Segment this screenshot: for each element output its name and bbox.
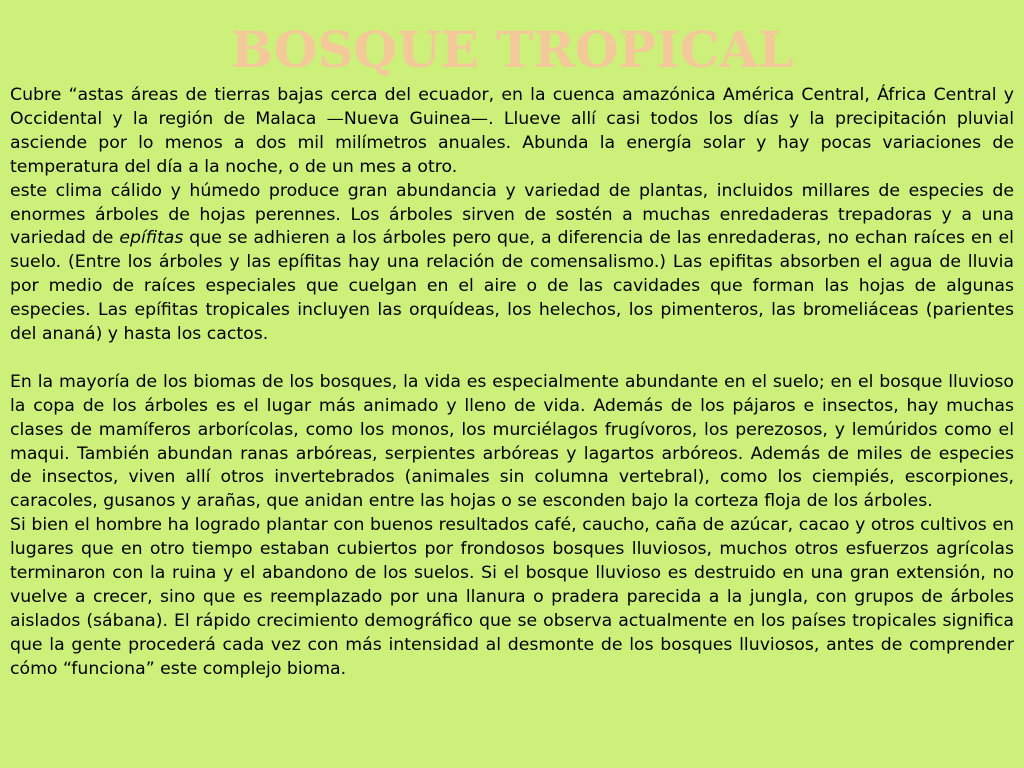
paragraph-spacer <box>10 347 1014 371</box>
paragraph-fauna: En la mayoría de los biomas de los bosques, la vida es especialmente abundante en el suelo; en el bosque lluvioso la copa de los árboles es el lugar más animado y lleno de vida. Además de los pájaros e insectos, hay muchas clases de mamíferos arborícolas, como los monos, los murciélagos frugívoros, los perezosos, y lemúridos como el maqui. También abundan ranas arbóreas, serpientes arbóreas y lagartos arbóreos. Además de miles de especies de insectos, viven allí otros invertebrados (animales sin columna vertebral), como los ciempiés, escorpiones, caracoles, gusanos y arañas, que anidan entre las hojas o se esconden bajo la corteza floja de los árboles. <box>10 371 1014 512</box>
paragraph-plants-text-1: este clima cálido y húmedo produce gran abundancia y variedad de plantas, incluidos millares de especies de enormes árboles de hojas perennes. Los árboles sirven de sostén a muchas enredaderas trepadoras y a una variedad de <box>10 180 1014 249</box>
paragraph-plants-emphasis: epífitas <box>119 228 184 249</box>
paragraph-plants-text-2: que se adhieren a los árboles pero que, a diferencia de las enredaderas, no echan raíces en el suelo. (Entre los árboles y las epífitas hay una relación de comensalismo.) Las epifitas absorben el agua de lluvia por medio de raíces especiales que cuelgan en el aire o de las cavidades que forman las hojas de algunas especies. Las epífitas tropicales incluyen las orquídeas, los helechos, los pimenteros, las bromeliáceas (parientes del ananá) y hasta los cactos. <box>10 228 1014 345</box>
paragraph-intro: Cubre “astas áreas de tierras bajas cerca del ecuador, en la cuenca amazónica América Central, África Central y Occidental y la región de Malaca —Nueva Guinea—. Llueve allí casi todos los días y la precipitación pluvial asciende por lo menos a dos mil milímetros anuales. Abunda la energía solar y hay pocas variaciones de temperatura del día a la noche, o de un mes a otro. <box>10 85 1014 177</box>
slide-title: BOSQUE TROPICAL <box>230 20 794 79</box>
paragraph-human-impact: Si bien el hombre ha logrado plantar con buenos resultados café, caucho, caña de azúcar, cacao y otros cultivos en lugares que en otro tiempo estaban cubiertos por frondosos bosques lluviosos, muchos otros esfuerzos agrícolas terminaron con la ruina y el abandono de los suelos. Si el bosque lluvioso es destruido en una gran extensión, no vuelve a crecer, sino que es reemplazado por una llanura o pradera parecida a la jungla, con grupos de árboles aislados (sábana). El rápido crecimiento demográfico que se observa actualmente en los países tropicales significa que la gente procederá cada vez con más intensidad al desmonte de los bosques lluviosos, antes de comprender cómo “funciona” este complejo bioma. <box>10 515 1014 679</box>
paragraph-plants <box>10 180 1014 347</box>
slide-body <box>10 84 1014 682</box>
